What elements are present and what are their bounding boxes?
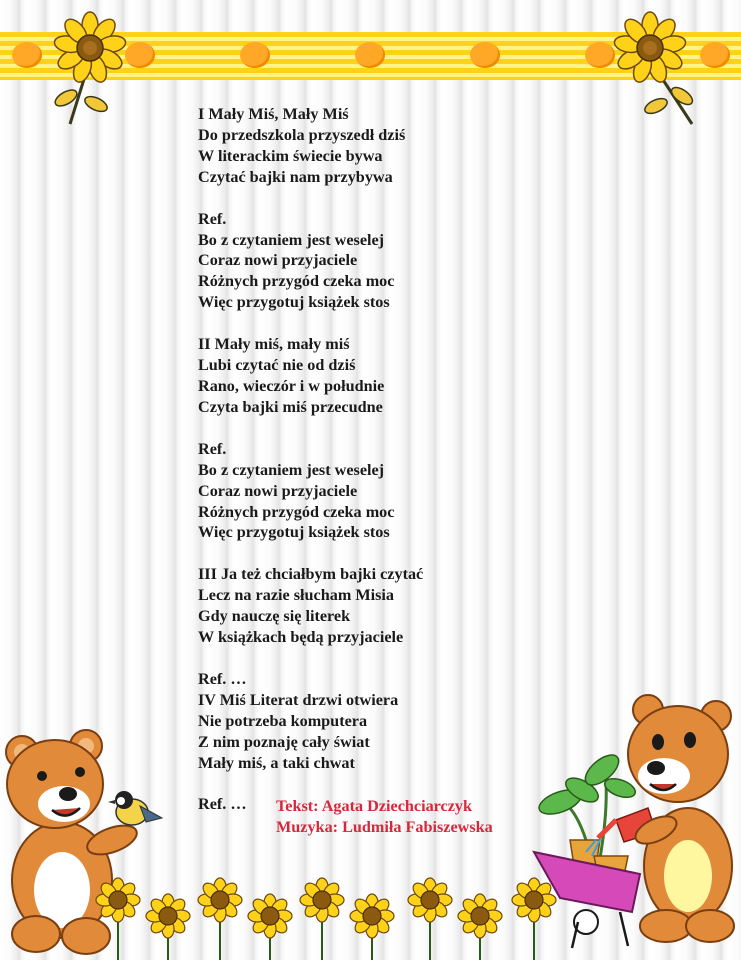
poem-line: Ref. [198,439,227,458]
poem-line: Rano, wieczór i w południe [198,376,385,395]
sunflower-icon [146,894,190,938]
sunflower-icon [458,894,502,938]
poem-line: III Ja też chciałbym bajki czytać [198,565,424,584]
poem-line: Czyta bajki miś przecudne [198,397,383,416]
poem-line: Z nim poznaję cały świat [198,732,370,751]
poem-line: Różnych przygód czeka moc [198,272,395,291]
poem-line: II Mały miś, mały miś [198,335,350,354]
banner-dot [470,42,500,68]
sunflower-icon [248,894,292,938]
sunflower-icon [408,878,452,922]
banner-dot [700,42,730,68]
sunflower-icon [198,878,242,922]
poem-line: Bo z czytaniem jest weselej [198,230,385,249]
poem-line: Mały miś, a taki chwat [198,753,355,772]
refrain [198,439,618,544]
poem-line: Lecz na razie słucham Misia [198,586,395,605]
sunflower-icon [350,894,394,938]
poem-line: Coraz nowi przyjaciele [198,251,358,270]
sunflower-row [90,870,570,960]
poem-line: I Mały Miś, Mały Miś [198,105,349,123]
poem-line: W literackim świecie bywa [198,146,383,165]
sunflower-icon [96,878,140,922]
credits-text-author: Tekst: Agata Dziechciarczyk [276,797,473,815]
sunflower-icon [300,878,344,922]
stanza [198,104,618,188]
banner-dot [240,42,270,68]
poem-line: Więc przygotuj książek stos [198,293,390,312]
refrain [198,209,618,314]
poem-line: Ref. … [198,795,247,814]
sunflower-icon [604,6,704,130]
sunflower-icon [36,6,136,130]
poem-line: Nie potrzeba komputera [198,711,368,730]
credits-music-author: Muzyka: Ludmiła Fabiszewska [276,818,493,836]
poem-line: Czytać bajki nam przybywa [198,167,393,186]
poem-line: Lubi czytać nie od dziś [198,356,356,375]
stanza [198,564,618,648]
poem-line: Coraz nowi przyjaciele [198,481,358,500]
poem-line: Różnych przygód czeka moc [198,502,395,521]
poem-line: Do przedszkola przyszedł dziś [198,125,406,144]
poem-line: Bo z czytaniem jest weselej [198,460,385,479]
stanza [198,334,618,418]
poem-line: W książkach będą przyjaciele [198,628,404,647]
sunflower-icon [512,878,556,922]
poem-line: Ref. [198,209,227,228]
poem-line: Więc przygotuj książek stos [198,523,390,542]
poem-line: Gdy nauczę się literek [198,607,351,626]
banner-dot [355,42,385,68]
poem-line: Ref. … [198,669,247,688]
credits [276,796,493,838]
poem-line: IV Miś Literat drzwi otwiera [198,690,399,709]
